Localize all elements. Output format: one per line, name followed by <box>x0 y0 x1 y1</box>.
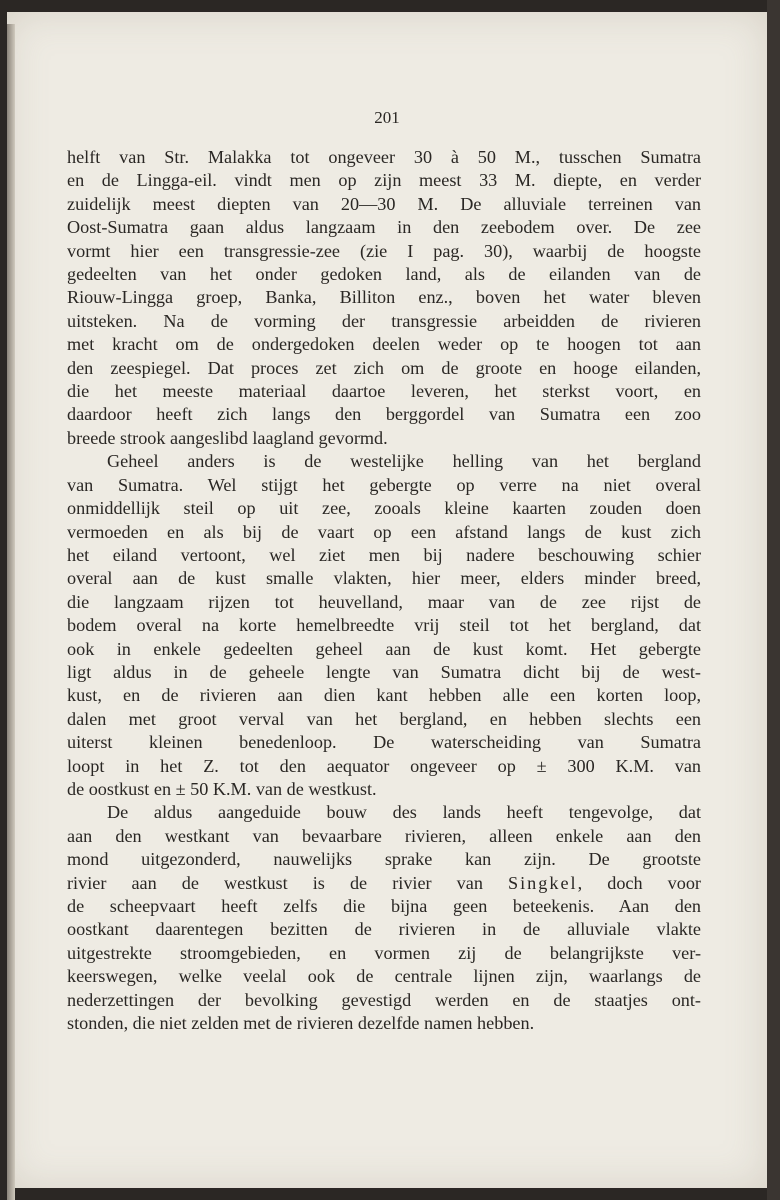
text-line: aan den westkant van bevaarbare rivieren, alleen enkele aan den <box>67 825 701 846</box>
text-line: uitgestrekte stroomgebieden, en vormen zij de belangrijkste ver- <box>67 942 701 963</box>
text-line: en de Lingga-eil. vindt men op zijn meest 33 M. diepte, en verder <box>67 170 701 191</box>
text-line: die het meeste materiaal daartoe leveren, het sterkst voort, en <box>67 381 701 402</box>
text-line: breede strook aangeslibd laagland gevormd. <box>67 427 388 448</box>
text-line: Oost-Sumatra gaan aldus langzaam in den zeebodem over. De zee <box>67 217 701 238</box>
text-line: die langzaam rijzen tot heuvelland, maar van de zee rijst de <box>67 591 701 612</box>
text-segment: rivier aan de westkust is de rivier van <box>67 872 509 893</box>
text-line: oostkant daarentegen bezitten de rivieren in de alluviale vlakte <box>67 919 701 940</box>
text-line: helft van Str. Malakka tot ongeveer 30 à 50 M., tusschen Sumatra <box>67 147 701 167</box>
text-line: vermoeden en als bij de vaart op een afstand langs de kust zich <box>67 521 701 542</box>
text-line: de oostkust en ± 50 K.M. van de westkust. <box>67 778 377 799</box>
text-line: daardoor heeft zich langs den berggordel van Sumatra een zoo <box>67 404 701 425</box>
text-line: met kracht om de ondergedoken deelen weder op te hoogen tot aan <box>67 334 701 355</box>
text-line: vormt hier een transgressie-zee (zie I pag. 30), waarbij de hoogste <box>67 240 701 261</box>
text-line: den zeespiegel. Dat proces zet zich om de groote en hooge eilanden, <box>67 357 701 378</box>
body-text <box>67 146 701 1035</box>
text-line: nederzettingen der bevolking gevestigd werden en de staatjes ont- <box>67 989 701 1010</box>
paragraph-2 <box>67 450 701 801</box>
text-line: Geheel anders is de westelijke helling van het bergland <box>107 451 701 472</box>
text-line: het eiland vertoont, wel ziet men bij nadere beschouwing schier <box>67 544 701 565</box>
text-line: van Sumatra. Wel stijgt het gebergte op verre na niet overal <box>67 474 701 495</box>
text-line: dalen met groot verval van het bergland, en hebben slechts een <box>67 708 701 729</box>
text-line: stonden, die niet zelden met de rivieren dezelfde namen hebben. <box>67 1013 535 1034</box>
book-page <box>7 12 767 1188</box>
text-line: uitsteken. Na de vorming der transgressie arbeidden de rivieren <box>67 310 701 331</box>
text-line: kust, en de rivieren aan dien kant hebben alle een korten loop, <box>67 685 701 706</box>
paragraph-1 <box>67 146 701 450</box>
text-segment: , doch voor <box>577 872 701 893</box>
text-line: de scheepvaart heeft zelfs die bijna geen beteekenis. Aan den <box>67 896 701 916</box>
page-number: 201 <box>374 108 400 127</box>
text-line: onmiddellijk steil op uit zee, zooals kleine kaarten zouden doen <box>67 498 701 519</box>
paragraph-3 <box>67 801 701 1035</box>
text-line: Riouw-Lingga groep, Banka, Billiton enz., boven het water bleven <box>67 287 701 308</box>
text-line: zuidelijk meest diepten van 20—30 M. De alluviale terreinen van <box>67 193 701 214</box>
text-line: uiterst kleinen benedenloop. De waterscheiding van Sumatra <box>67 732 701 753</box>
text-line: mond uitgezonderd, nauwelijks sprake kan zijn. De grootste <box>67 849 701 870</box>
text-line: loopt in het Z. tot den aequator ongeveer op ± 300 K.M. van <box>67 755 701 776</box>
text-line: gedeelten van het onder gedoken land, als de eilanden van de <box>67 264 701 285</box>
text-line: ook in enkele gedeelten geheel aan de kust komt. Het gebergte <box>67 638 701 659</box>
text-line: bodem overal na korte hemelbreedte vrij steil tot het bergland, dat <box>67 615 701 636</box>
text-line: ligt aldus in de geheele lengte van Sumatra dicht bij de west- <box>67 661 701 682</box>
text-line <box>67 872 701 895</box>
spaced-place-name: Singkel <box>508 872 578 893</box>
text-line: overal aan de kust smalle vlakten, hier meer, elders minder breed, <box>67 568 701 589</box>
page-binding-edge <box>7 24 15 1200</box>
text-line: De aldus aangeduide bouw des lands heeft tengevolge, dat <box>107 802 701 823</box>
scan-border <box>767 0 780 1200</box>
text-line: keerswegen, welke veelal ook de centrale lijnen zijn, waarlangs de <box>67 966 701 987</box>
